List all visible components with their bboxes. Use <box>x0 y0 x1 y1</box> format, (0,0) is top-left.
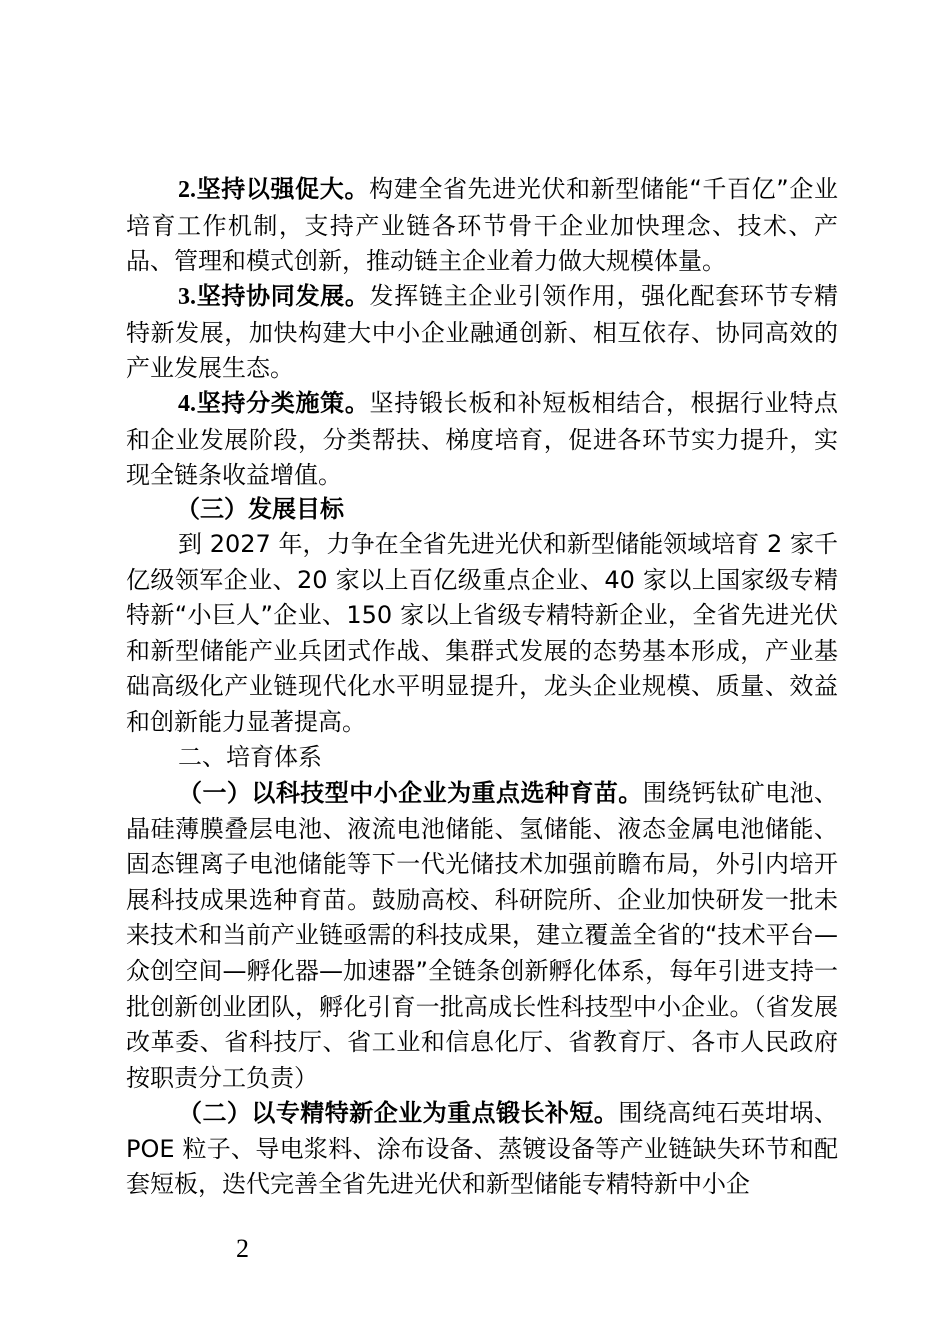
page-number: 2 <box>236 1234 249 1263</box>
paragraph-text: 围绕钙钛矿电池、晶硅薄膜叠层电池、液流电池储能、氢储能、液态金属电池储能、固态锂离子电池储能等下一代光储技术加强前瞻布局，外引内培开展科技成果选种育苗。鼓励高校、科研院所、企业加快研发一批未来技术和当前产业链亟需的科技成果，建立覆盖全省的“技术平台—众创空间—孵化器—加速器”全链条创新孵化体系，每年引进支持一批创新创业团队，孵化引育一批高成长性科技型中小企业。（省发展改革委、省科技厅、省工业和信息化厅、省教育厅、各市人民政府按职责分工负责） <box>126 779 839 1092</box>
paragraph-number: 3. <box>178 284 196 310</box>
paragraph-lead: （一）以科技型中小企业为重点选种育苗。 <box>178 779 643 807</box>
paragraph-number: 4. <box>178 391 196 417</box>
paragraph-lead: 坚持分类施策。 <box>196 389 370 417</box>
paragraph-cultivation-1 <box>126 776 838 1096</box>
paragraph-text: 构建全省先进光伏和新型储能“千百亿”企业培育工作机制，支持产业链各环节骨干企业加快理念、技术、产品、管理和模式创新，推动链主企业着力做大规模体量。 <box>126 175 838 276</box>
paragraph-principle-3 <box>126 279 838 387</box>
paragraph-goals: 到 2027 年，力争在全省先进光伏和新型储能领域培育 2 家千亿级领军企业、20 家以上百亿级重点企业、40 家以上国家级专精特新“小巨人”企业、150 家以上省级专精特新企业，全省先进光伏和新型储能产业兵团式作战、集群式发展的态势基本形成，产业基础高级化产业链现代化水平明显提升，龙头企业规模、质量、效益和创新能力显著提高。 <box>126 530 838 736</box>
subheading-development-goals: （三）发展目标 <box>176 495 344 523</box>
paragraph-lead: 坚持协同发展。 <box>196 282 370 310</box>
paragraph-text: 围绕高纯石英坩埚、POE 粒子、导电浆料、涂布设备、蒸镀设备等产业链缺失环节和配套短板，迭代完善全省先进光伏和新型储能专精特新中小企 <box>126 1099 839 1199</box>
paragraph-principle-2 <box>126 172 838 280</box>
paragraph-cultivation-2 <box>126 1096 838 1203</box>
paragraph-principle-4 <box>126 386 838 494</box>
paragraph-text: 发挥链主企业引领作用，强化配套环节专精特新发展，加快构建大中小企业融通创新、相互依存、协同高效的产业发展生态。 <box>126 282 839 383</box>
paragraph-number: 2. <box>178 177 196 203</box>
paragraph-lead: （二）以专精特新企业为重点锻长补短。 <box>178 1099 619 1127</box>
paragraph-text: 坚持锻长板和补短板相结合，根据行业特点和企业发展阶段，分类帮扶、梯度培育，促进各环节实力提升，实现全链条收益增值。 <box>126 389 839 490</box>
paragraph-lead: 坚持以强促大。 <box>196 175 370 203</box>
section-heading-cultivation-system: 二、培育体系 <box>178 743 322 771</box>
